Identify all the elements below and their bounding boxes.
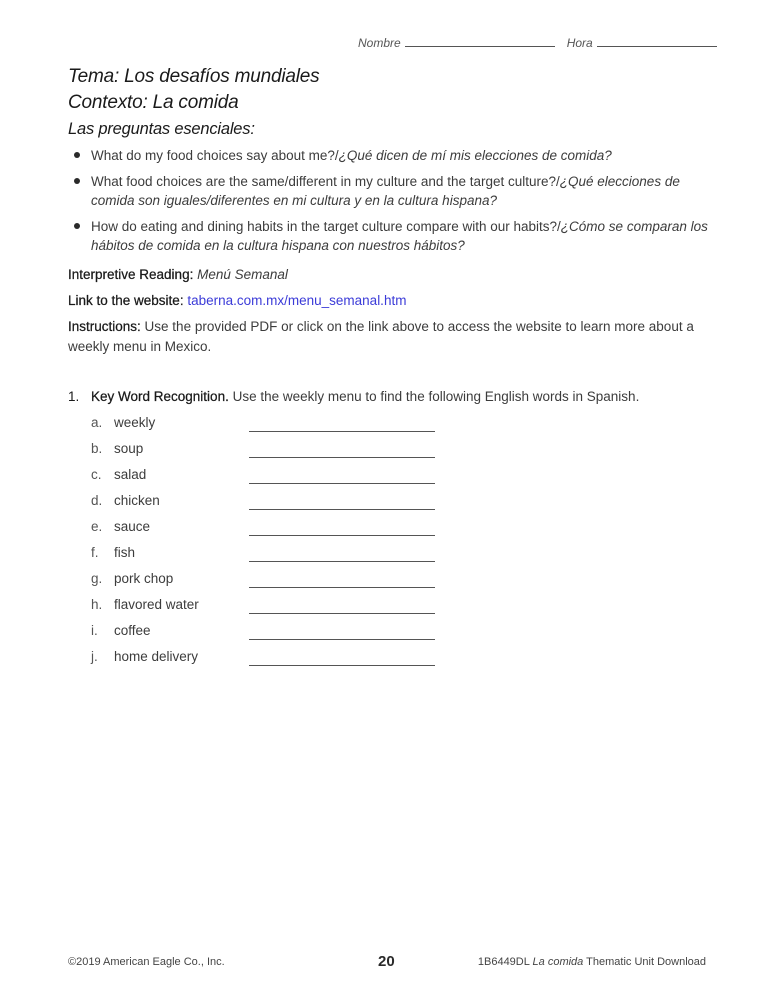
answer-blank[interactable]: [249, 665, 435, 666]
tema-heading: Tema: Los desafíos mundiales: [68, 66, 320, 87]
answer-blank[interactable]: [249, 613, 435, 614]
item-word: flavored water: [114, 597, 199, 612]
item-word: salad: [114, 467, 147, 482]
vocab-item: [91, 623, 441, 649]
question-english: What do my food choices say about me?/: [91, 148, 339, 163]
item-word: coffee: [114, 623, 151, 638]
item-word: sauce: [114, 519, 151, 534]
vocab-item: [91, 467, 441, 493]
answer-blank[interactable]: [249, 561, 435, 562]
item-word: soup: [114, 441, 144, 456]
bullet-icon: [74, 152, 80, 158]
item-word: chicken: [114, 493, 160, 508]
unit-title: La comida: [532, 956, 584, 968]
item-letter: g.: [91, 571, 103, 586]
answer-blank[interactable]: [249, 483, 435, 484]
interpretive-reading: [68, 265, 718, 285]
item-letter: h.: [91, 597, 103, 612]
vocab-item: [91, 519, 441, 545]
website-link[interactable]: taberna.com.mx/menu_semanal.htm: [187, 293, 407, 308]
website-link-row: [68, 291, 718, 311]
unit-suffix: Thematic Unit Download: [586, 956, 706, 968]
answer-blank[interactable]: [249, 639, 435, 640]
question-spanish: ¿Qué dicen de mí mis elecciones de comida?: [338, 148, 612, 163]
bullet-icon: [74, 223, 80, 229]
answer-blank[interactable]: [249, 535, 435, 536]
item-letter: f.: [91, 545, 99, 560]
item-letter: d.: [91, 493, 103, 508]
item-letter: i.: [91, 623, 98, 638]
question-spanish: ¿Qué elecciones de comida son iguales/diferentes en mi cultura y en la cultura hispana?: [91, 174, 680, 208]
question-text: Use the weekly menu to find the following English words in Spanish.: [232, 389, 640, 404]
instructions: [68, 317, 718, 357]
question-1: [68, 389, 639, 404]
vocabulary-list: [91, 415, 441, 675]
vocab-item: [91, 415, 441, 441]
question-spanish: ¿Cómo se comparan los hábitos de comida en la cultura hispana con nuestros hábitos?: [91, 219, 708, 253]
answer-blank[interactable]: [249, 457, 435, 458]
vocab-item: [91, 571, 441, 597]
hora-label: Hora: [566, 36, 593, 50]
answer-blank[interactable]: [249, 431, 435, 432]
vocab-item: [91, 493, 441, 519]
essential-questions-list: [68, 146, 718, 262]
item-word: weekly: [114, 415, 156, 430]
item-letter: b.: [91, 441, 103, 456]
item-word: pork chop: [114, 571, 174, 586]
contexto-heading: Contexto: La comida: [68, 92, 239, 113]
student-info-fields: [358, 36, 717, 50]
vocab-item: [91, 545, 441, 571]
instructions-text: Use the provided PDF or click on the link above to access the website to learn more about a weekly menu in Mexico.: [68, 319, 694, 354]
nombre-label: Nombre: [358, 36, 401, 50]
question-english: How do eating and dining habits in the target culture compare with our habits?/: [91, 219, 561, 234]
reading-title: Menú Semanal: [197, 267, 288, 282]
item-word: fish: [114, 545, 136, 560]
hora-field[interactable]: [597, 36, 717, 47]
bullet-icon: [74, 178, 80, 184]
item-letter: c.: [91, 467, 102, 482]
question-english: What food choices are the same/different in my culture and the target culture?/: [91, 174, 560, 189]
item-letter: j.: [91, 649, 98, 664]
essential-question: [68, 172, 718, 210]
answer-blank[interactable]: [249, 587, 435, 588]
item-letter: a.: [91, 415, 103, 430]
page-number: 20: [378, 953, 395, 970]
footer-unit-info: [478, 956, 706, 968]
item-word: home delivery: [114, 649, 199, 664]
footer-copyright: ©2019 American Eagle Co., Inc.: [68, 956, 225, 968]
essential-question: [68, 217, 718, 255]
question-number: 1.: [68, 389, 80, 404]
preguntas-heading: Las preguntas esenciales:: [68, 120, 255, 138]
product-code: 1B6449DL: [477, 956, 530, 968]
item-letter: e.: [91, 519, 103, 534]
essential-question: [68, 146, 718, 165]
answer-blank[interactable]: [249, 509, 435, 510]
reading-label: Interpretive Reading:: [68, 267, 194, 282]
link-label: Link to the website:: [68, 293, 184, 308]
question-label: Key Word Recognition.: [91, 389, 229, 404]
vocab-item: [91, 649, 441, 675]
nombre-field[interactable]: [405, 36, 555, 47]
vocab-item: [91, 441, 441, 467]
instructions-label: Instructions:: [68, 319, 141, 334]
vocab-item: [91, 597, 441, 623]
